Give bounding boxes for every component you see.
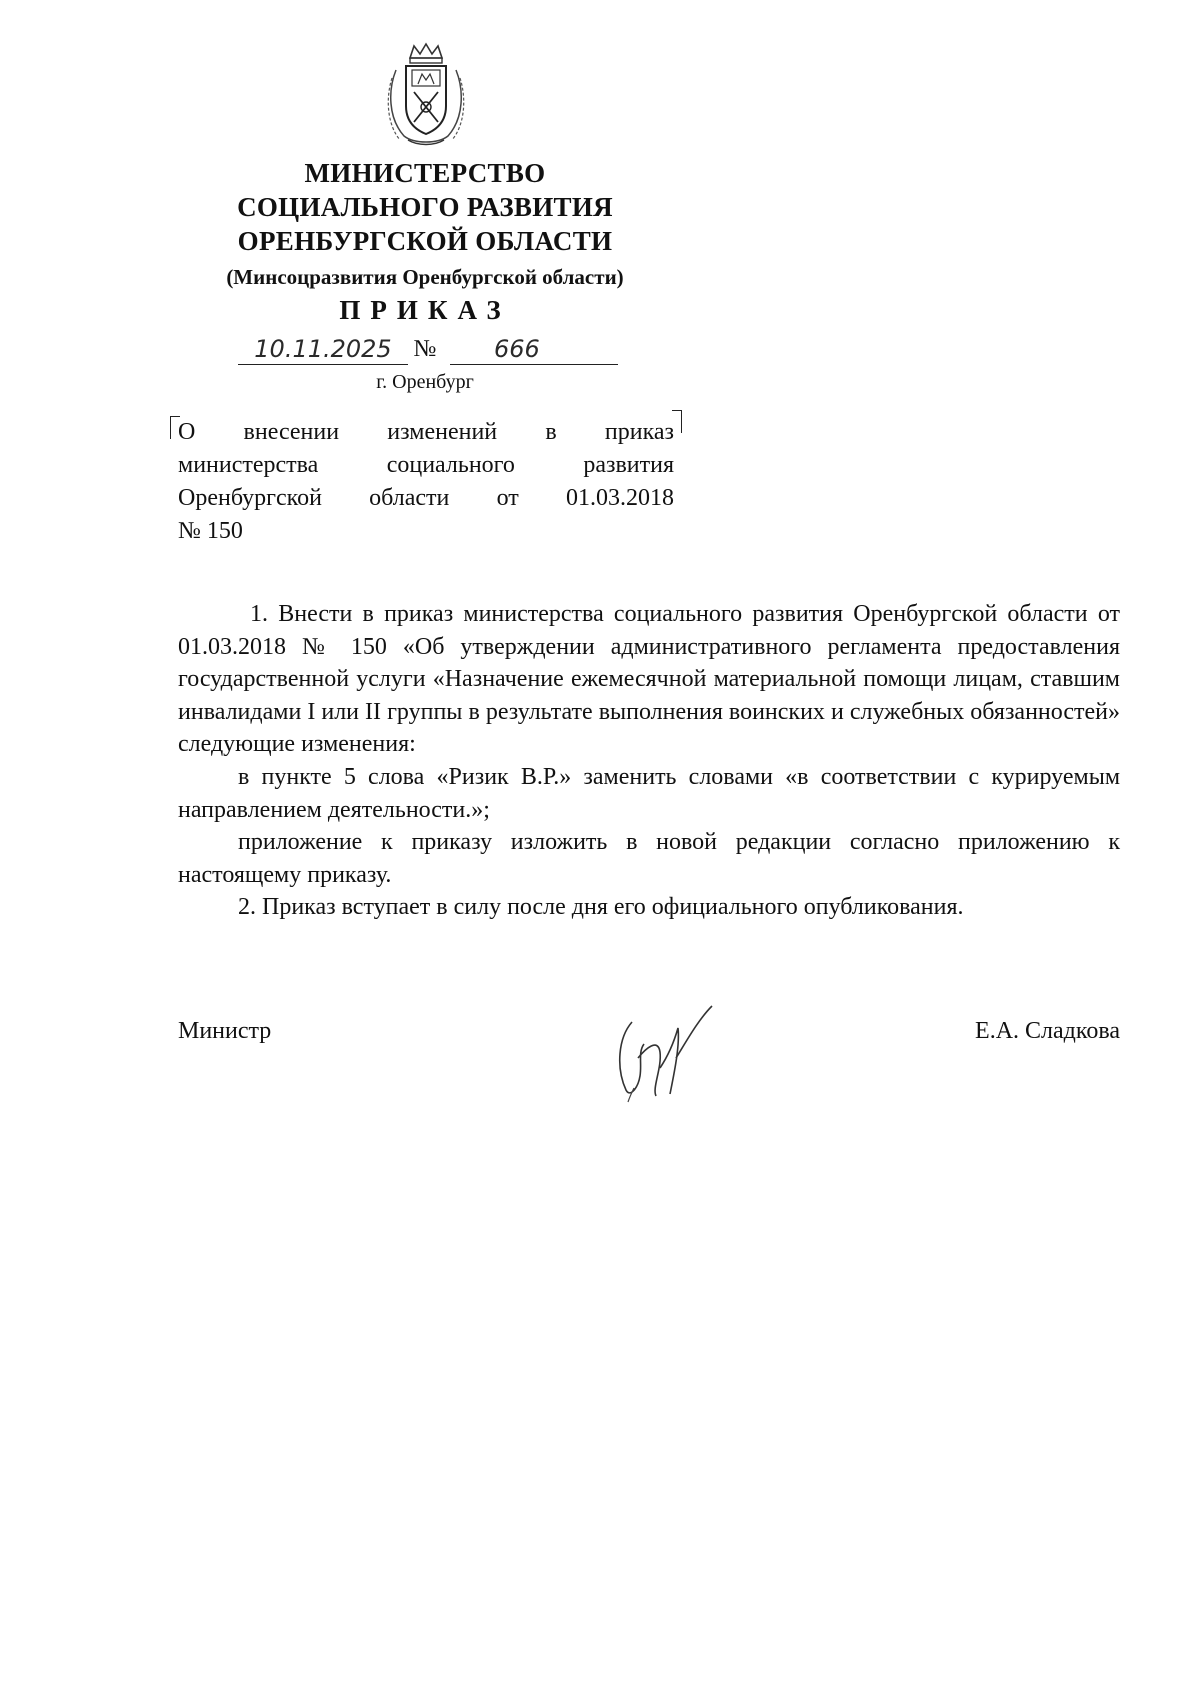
order-city: г. Оренбург: [376, 371, 474, 393]
subject-line4: № 150: [178, 518, 243, 544]
body-paragraph-1: 1. Внести в приказ министерства социального развития Оренбургской области от 01.03.2018 № 150 «Об утверждении административного регламента предоставления государственной услуги «Назначение ежемесячной материальной помощи лицам, ставшим инвалидами I или II группы в результате выполнения воинских и служебных обязанностей» следующие изменения:: [178, 601, 1120, 758]
ministry-name-line2: СОЦИАЛЬНОГО РАЗВИТИЯ: [237, 192, 613, 222]
order-body: [178, 598, 1120, 924]
ministry-name-line1: МИНИСТЕРСТВО: [304, 158, 546, 188]
coat-of-arms-icon: [382, 40, 470, 148]
subject-line1: О внесении изменений в приказ: [178, 419, 674, 445]
ministry-short-name: (Минсоцразвития Оренбургской области): [226, 265, 624, 289]
order-subject: [178, 416, 674, 548]
ministry-header: [140, 156, 710, 292]
body-paragraph-3: приложение к приказу изложить в новой редакции согласно приложению к настоящему приказу.: [178, 829, 1120, 888]
order-number: 666: [450, 334, 618, 365]
signatory-position: Министр: [178, 1018, 272, 1044]
ministry-name-line3: ОРЕНБУРГСКОЙ ОБЛАСТИ: [237, 226, 613, 256]
body-paragraph-2: в пункте 5 слова «Ризик В.Р.» заменить словами «в соответствии с курируемым направлением деятельности.»;: [178, 763, 1120, 823]
body-paragraph-4: 2. Приказ вступает в силу после дня его официального опубликования.: [238, 894, 964, 921]
number-sign: №: [413, 336, 437, 362]
order-date-number-row: [238, 334, 620, 368]
signature-row: [178, 1018, 1120, 1138]
subject-line3: Оренбургской области от 01.03.2018: [178, 485, 674, 511]
order-date: 10.11.2025: [238, 334, 408, 365]
subject-line2: министерства социального развития: [178, 452, 674, 478]
order-title: ПРИКАЗ: [339, 295, 511, 325]
signatory-name: Е.А. Сладкова: [975, 1018, 1120, 1044]
handwritten-signature-icon: [608, 998, 738, 1118]
